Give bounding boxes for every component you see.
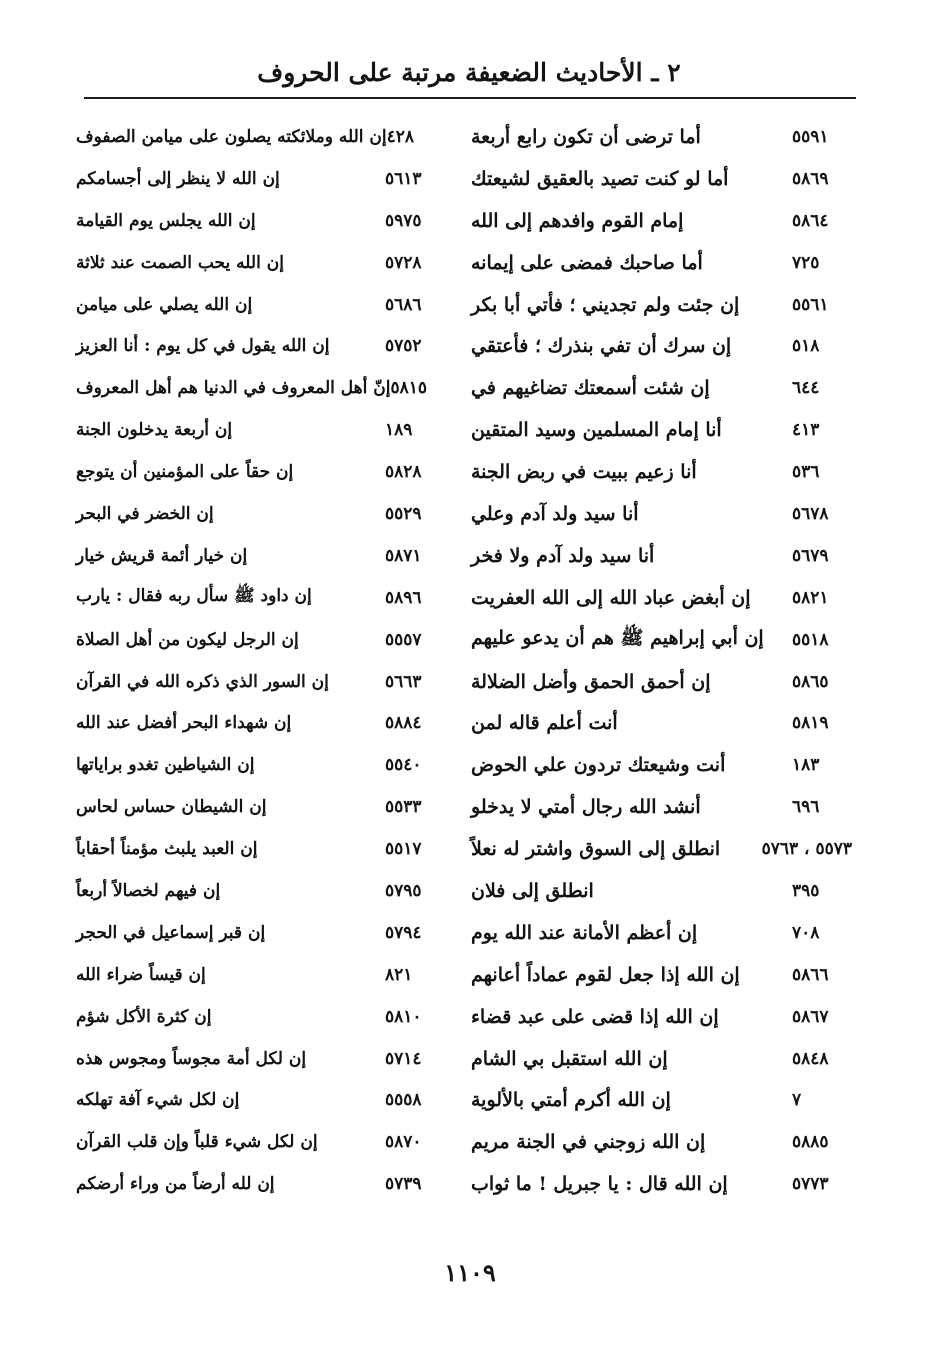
hadith-number: ٥٦٧٩ bbox=[792, 545, 829, 566]
hadith-number: ٥٨٨٥ bbox=[792, 1132, 829, 1153]
hadith-incipit: إن أربعة يدخلون الجنة bbox=[76, 420, 233, 441]
index-entry bbox=[465, 200, 860, 242]
index-entry bbox=[465, 912, 860, 954]
index-entry bbox=[70, 912, 465, 954]
index-entry bbox=[70, 493, 465, 535]
hadith-incipit: إن لكل أمة مجوساً ومجوس هذه bbox=[76, 1048, 307, 1069]
hadith-number: ٥٥٧٣ ، ٥٧٦٣ bbox=[761, 839, 852, 860]
hadith-incipit: أنا زعيم ببيت في ربض الجنة bbox=[471, 461, 697, 484]
hadith-number: ٥٥٥٨ bbox=[385, 1090, 422, 1111]
hadith-number: ٥٨٢٨ bbox=[385, 462, 422, 483]
hadith-number: ٥٦٦٣ bbox=[385, 671, 422, 692]
index-entry bbox=[70, 200, 465, 242]
index-entry bbox=[465, 493, 860, 535]
hadith-incipit: إن حقاً على المؤمنين أن يتوجع bbox=[76, 462, 294, 483]
hadith-number: ٥٥٩١ bbox=[792, 126, 829, 147]
hadith-number: ٤١٣ bbox=[792, 420, 820, 441]
hadith-incipit: أما ترضى أن تكون رابع أربعة bbox=[471, 125, 701, 148]
hadith-incipit: إن لكل شيء آفة تهلكه bbox=[76, 1090, 240, 1111]
running-header bbox=[86, 50, 852, 94]
hadith-number: ٥٥١٨ bbox=[792, 629, 829, 650]
index-entry bbox=[70, 744, 465, 786]
index-entry bbox=[70, 1038, 465, 1080]
index-entry bbox=[465, 996, 860, 1038]
index-entry bbox=[70, 786, 465, 828]
index-entry bbox=[70, 619, 465, 661]
hadith-number: ٥٨٤٨ bbox=[792, 1048, 829, 1069]
hadith-number: ٥٥٢٩ bbox=[385, 503, 422, 524]
index-entry bbox=[465, 1079, 860, 1121]
index-entry bbox=[70, 577, 465, 619]
hadith-incipit: إن شهداء البحر أفضل عند الله bbox=[76, 713, 292, 734]
hadith-incipit: إن الله إذا جعل لقوم عماداً أعانهم bbox=[471, 963, 740, 986]
hadith-incipit: إن كثرة الأكل شؤم bbox=[76, 1006, 212, 1027]
hadith-incipit: إن الله أكرم أمتي بالألوية bbox=[471, 1089, 671, 1112]
hadith-incipit: إن السور الذي ذكره الله في القرآن bbox=[76, 671, 329, 692]
hadith-incipit: انطلق إلى فلان bbox=[471, 879, 594, 902]
hadith-incipit: إن الخضر في البحر bbox=[76, 503, 214, 524]
index-entry bbox=[465, 409, 860, 451]
hadith-number: ٦٤٤ bbox=[792, 378, 820, 399]
index-entry bbox=[70, 367, 465, 409]
hadith-incipit: أنا سيد ولد آدم ولا فخر bbox=[471, 544, 655, 567]
index-entry bbox=[70, 409, 465, 451]
hadith-incipit: إنّ أهل المعروف في الدنيا هم أهل المعروف bbox=[76, 378, 391, 399]
hadith-number: ٥٥٥٧ bbox=[385, 629, 422, 650]
hadith-incipit: إن أعظم الأمانة عند الله يوم bbox=[471, 921, 698, 944]
hadith-incipit: إن الله وملائكته يصلون على ميامن الصفوف bbox=[76, 126, 387, 147]
hadith-incipit: أما صاحبك فمضى على إيمانه bbox=[471, 251, 703, 274]
hadith-number: ٥٦٨٦ bbox=[385, 294, 422, 315]
hadith-number: ٥٧١٤ bbox=[385, 1048, 422, 1069]
hadith-index-table bbox=[70, 116, 860, 1205]
index-entry bbox=[70, 325, 465, 367]
page-number: ١١٠٩ bbox=[444, 1258, 496, 1287]
hadith-number: ١٨٣ bbox=[792, 755, 820, 776]
index-entry bbox=[465, 577, 860, 619]
hadith-number: ٥٥١٧ bbox=[385, 839, 422, 860]
hadith-incipit: إن الله لا ينظر إلى أجسامكم bbox=[76, 168, 280, 189]
hadith-number: ٥٨١٩ bbox=[792, 713, 829, 734]
hadith-number: ٥٨٩٦ bbox=[385, 587, 422, 608]
hadith-number: ٥١٨ bbox=[792, 336, 820, 357]
hadith-incipit: إن قبر إسماعيل في الحجر bbox=[76, 922, 266, 943]
index-entry bbox=[465, 786, 860, 828]
hadith-incipit: إن الله قال : يا جبريل ! ما ثواب bbox=[471, 1173, 728, 1196]
hadith-incipit: إمام القوم وافدهم إلى الله bbox=[471, 209, 684, 232]
right-column bbox=[465, 116, 860, 1205]
hadith-incipit: إن لله أرضاً من وراء أرضكم bbox=[76, 1174, 275, 1195]
index-entry bbox=[465, 116, 860, 158]
hadith-incipit: إن الله استقبل بي الشام bbox=[471, 1047, 668, 1070]
index-entry bbox=[70, 702, 465, 744]
hadith-incipit: إن الله يصلي على ميامن bbox=[76, 294, 253, 315]
hadith-number: ١٨٩ bbox=[385, 420, 413, 441]
hadith-incipit: أنا سيد ولد آدم وعلي bbox=[471, 502, 639, 525]
index-entry bbox=[465, 451, 860, 493]
hadith-number: ٥٨٧٠ bbox=[385, 1132, 422, 1153]
hadith-incipit: إن داود ﷺ سأل ربه فقال : يارب bbox=[76, 586, 312, 607]
hadith-incipit: إن الشيطان حساس لحاس bbox=[76, 797, 267, 818]
index-entry bbox=[465, 158, 860, 200]
index-entry bbox=[465, 1121, 860, 1163]
hadith-incipit: أنشد الله رجال أمتي لا يدخلو bbox=[471, 796, 701, 819]
index-entry bbox=[70, 1079, 465, 1121]
index-entry bbox=[465, 870, 860, 912]
hadith-number: ٥٥٦١ bbox=[792, 294, 829, 315]
hadith-number: ٥٨٦٤ bbox=[792, 210, 829, 231]
index-entry bbox=[465, 1038, 860, 1080]
hadith-incipit: إن فيهم لخصالاً أربعاً bbox=[76, 880, 221, 901]
left-column bbox=[70, 116, 465, 1205]
hadith-number: ٥٦١٣ bbox=[385, 168, 422, 189]
hadith-number: ٧٢٥ bbox=[792, 252, 820, 273]
hadith-number: ٨٢١ bbox=[385, 964, 413, 985]
index-entry bbox=[70, 116, 465, 158]
index-entry bbox=[70, 870, 465, 912]
hadith-number: ٥٨٦٩ bbox=[792, 168, 829, 189]
hadith-incipit: إن لكل شيء قلباً وإن قلب القرآن bbox=[76, 1132, 318, 1153]
index-entry bbox=[70, 535, 465, 577]
index-entry bbox=[70, 828, 465, 870]
hadith-number: ٥٨٦٦ bbox=[792, 964, 829, 985]
hadith-number: ٥٧٩٥ bbox=[385, 880, 422, 901]
index-entry bbox=[70, 954, 465, 996]
hadith-number: ٥٧٣٩ bbox=[385, 1174, 422, 1195]
hadith-number: ٥٦٧٨ bbox=[792, 503, 829, 524]
index-entry bbox=[70, 1121, 465, 1163]
hadith-number: ٥٩٧٥ bbox=[385, 210, 422, 231]
hadith-number: ٥٨١٥ bbox=[390, 378, 428, 399]
index-entry bbox=[465, 702, 860, 744]
hadith-number: ٥٨٧١ bbox=[385, 545, 422, 566]
hadith-incipit: إن سرك أن تفي بنذرك ؛ فأعتقي bbox=[471, 335, 732, 358]
index-entry bbox=[70, 242, 465, 284]
index-entry bbox=[70, 661, 465, 703]
hadith-number: ٦٩٦ bbox=[792, 797, 820, 818]
hadith-incipit: إن أبي إبراهيم ﷺ هم أن يدعو عليهم bbox=[471, 626, 764, 649]
hadith-incipit: إن قيساً ضراء الله bbox=[76, 964, 206, 985]
hadith-incipit: إن العبد يلبث مؤمناً أحقاباً bbox=[76, 839, 258, 860]
hadith-incipit: أما لو كنت تصيد بالعقيق لشيعتك bbox=[471, 167, 729, 190]
hadith-number: ٥٨٨٤ bbox=[385, 713, 422, 734]
hadith-number: ٧٠٨ bbox=[792, 922, 820, 943]
hadith-number: ٥٨٦٥ bbox=[792, 671, 829, 692]
hadith-incipit: أنت وشيعتك تردون علي الحوض bbox=[471, 754, 726, 777]
hadith-incipit: إن شئت أسمعتك تضاغيهم في bbox=[471, 377, 710, 400]
hadith-incipit: إن الله إذا قضى على عبد قضاء bbox=[471, 1005, 719, 1028]
header-divider bbox=[84, 97, 856, 99]
index-entry bbox=[465, 954, 860, 996]
hadith-incipit: إن الشياطين تغدو براياتها bbox=[76, 755, 255, 776]
index-entry bbox=[465, 325, 860, 367]
page-title: ٢ ـ الأحاديث الضعيفة مرتبة على الحروف bbox=[257, 57, 681, 87]
hadith-number: ٣٩٥ bbox=[792, 880, 820, 901]
hadith-number: ٥٧٧٣ bbox=[792, 1174, 829, 1195]
index-entry bbox=[70, 996, 465, 1038]
hadith-incipit: إن خيار أئمة قريش خيار bbox=[76, 545, 248, 566]
hadith-incipit: إن أحمق الحمق وأضل الضلالة bbox=[471, 670, 711, 693]
index-entry bbox=[70, 284, 465, 326]
index-entry bbox=[465, 242, 860, 284]
hadith-incipit: أنت أعلم قاله لمن bbox=[471, 712, 618, 735]
index-entry bbox=[465, 535, 860, 577]
hadith-number: ٥٨٢١ bbox=[792, 587, 829, 608]
hadith-incipit: إن الله يقول في كل يوم : أنا العزيز bbox=[76, 336, 330, 357]
index-entry bbox=[465, 661, 860, 703]
index-entry bbox=[70, 451, 465, 493]
hadith-number: ٥٧٢٨ bbox=[385, 252, 422, 273]
hadith-incipit: إن أبغض عباد الله إلى الله العفريت bbox=[471, 586, 751, 609]
hadith-incipit: إن الله يجلس يوم القيامة bbox=[76, 210, 256, 231]
index-entry bbox=[465, 619, 860, 661]
index-entry bbox=[465, 828, 860, 870]
index-entry bbox=[465, 1163, 860, 1205]
hadith-incipit: إن الله زوجني في الجنة مريم bbox=[471, 1131, 706, 1154]
hadith-number: ٥٥٤٠ bbox=[385, 755, 422, 776]
hadith-number: ٥٧٩٤ bbox=[385, 922, 422, 943]
hadith-incipit: إن جئت ولم تجديني ؛ فأتي أبا بكر bbox=[471, 293, 740, 316]
index-entry bbox=[70, 1163, 465, 1205]
hadith-number: ٤٢٨ bbox=[386, 126, 415, 147]
hadith-number: ٥٧٥٢ bbox=[385, 336, 422, 357]
index-entry bbox=[70, 158, 465, 200]
index-entry bbox=[465, 284, 860, 326]
hadith-number: ٥٣٦ bbox=[792, 462, 820, 483]
hadith-number: ٧ bbox=[792, 1090, 802, 1111]
hadith-number: ٥٨٦٧ bbox=[792, 1006, 829, 1027]
index-entry bbox=[465, 744, 860, 786]
hadith-incipit: إن الرجل ليكون من أهل الصلاة bbox=[76, 629, 299, 650]
hadith-incipit: إن الله يحب الصمت عند ثلاثة bbox=[76, 252, 284, 273]
index-entry bbox=[465, 367, 860, 409]
hadith-number: ٥٨١٠ bbox=[385, 1006, 422, 1027]
hadith-incipit: أنا إمام المسلمين وسيد المتقين bbox=[471, 419, 722, 442]
hadith-incipit: انطلق إلى السوق واشتر له نعلاً bbox=[471, 838, 721, 861]
hadith-number: ٥٥٣٣ bbox=[385, 797, 422, 818]
